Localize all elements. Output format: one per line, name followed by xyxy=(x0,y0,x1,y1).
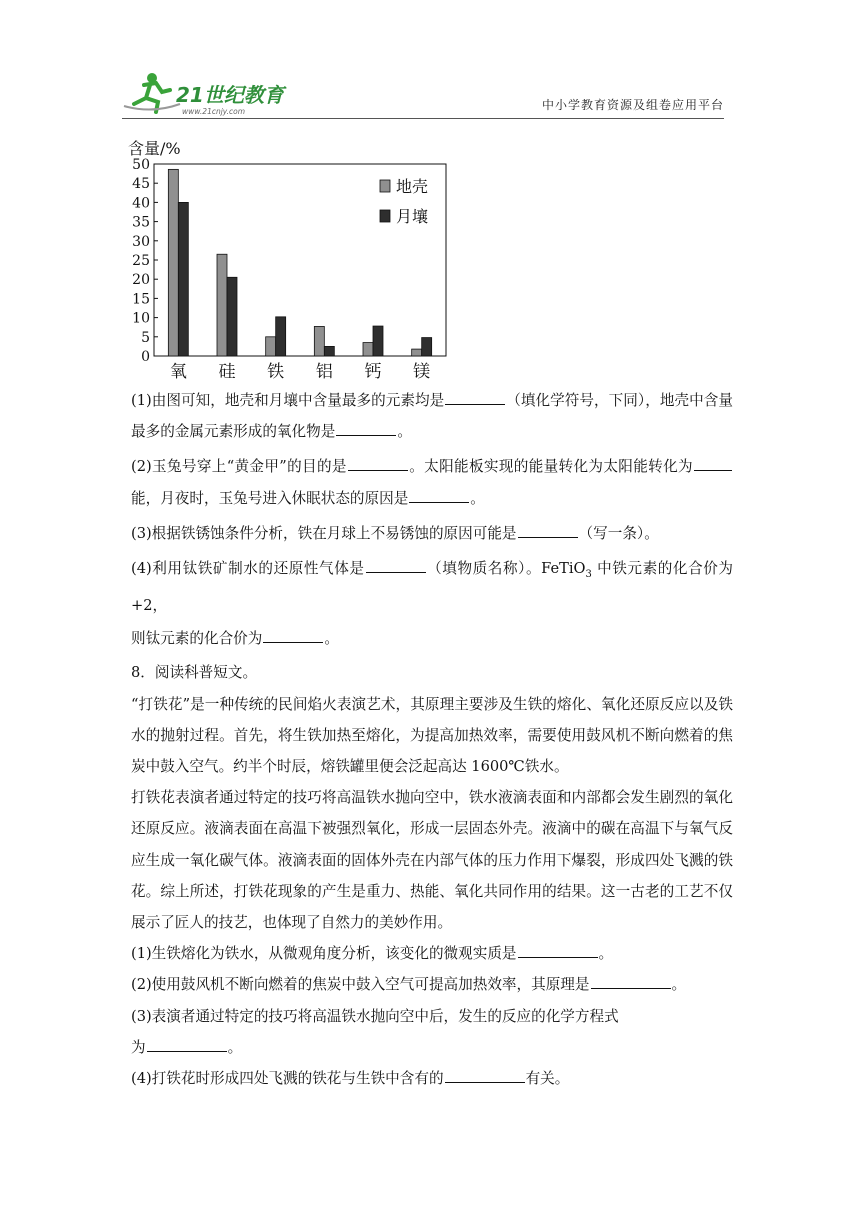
q7-part3: (3)根据铁锈蚀条件分析，铁在月球上不易锈蚀的原因可能是 （写一条）。 xyxy=(131,518,733,549)
answer-blank[interactable] xyxy=(366,557,426,573)
q8-sub1: (1)生铁熔化为铁水，从微观角度分析，该变化的微观实质是 。 xyxy=(131,938,733,969)
answer-blank[interactable] xyxy=(445,1067,525,1083)
answer-blank[interactable] xyxy=(348,455,408,471)
y-tick-label: 10 xyxy=(132,310,150,327)
y-tick-label: 40 xyxy=(132,195,150,212)
answer-blank[interactable] xyxy=(263,627,323,643)
bar-月壤 xyxy=(276,317,286,356)
page-header xyxy=(122,68,724,119)
y-tick-label: 25 xyxy=(132,253,150,269)
answer-blank[interactable] xyxy=(694,455,732,471)
site-title: 中小学教育资源及组卷应用平台 xyxy=(541,98,724,112)
y-tick-label: 15 xyxy=(132,291,150,308)
q8-sub4: (4)打铁花时形成四处飞溅的铁花与生铁中含有的 有关。 xyxy=(131,1063,733,1094)
answer-blank[interactable] xyxy=(336,420,396,436)
bar-月壤 xyxy=(324,346,334,356)
y-tick-label: 30 xyxy=(132,233,150,250)
y-axis-label: 含量/% xyxy=(128,139,181,158)
answer-blank[interactable] xyxy=(147,1035,227,1051)
bar-地壳 xyxy=(412,349,422,356)
answer-blank[interactable] xyxy=(445,389,505,405)
bar-chart xyxy=(122,132,462,384)
x-tick-label: 钙 xyxy=(364,362,382,382)
q8-sub3: (3)表演者通过特定的技巧将高温铁水抛向空中后，发生的反应的化学方程式 xyxy=(131,1007,619,1025)
answer-blank[interactable] xyxy=(518,521,578,537)
y-tick-label: 35 xyxy=(132,214,150,231)
bar-地壳 xyxy=(266,337,276,356)
bar-月壤 xyxy=(373,326,383,356)
x-tick-label: 铁 xyxy=(267,362,285,382)
y-tick-label: 5 xyxy=(141,329,150,346)
legend-swatch xyxy=(380,210,390,222)
bar-地壳 xyxy=(363,343,373,356)
legend-swatch xyxy=(380,180,390,192)
x-tick-label: 铝 xyxy=(315,362,333,382)
legend-label: 地壳 xyxy=(396,177,429,196)
x-tick-label: 硅 xyxy=(218,362,236,382)
q8-sub3-cont: 为 。 xyxy=(131,1032,733,1063)
y-tick-label: 0 xyxy=(141,349,150,365)
bar-月壤 xyxy=(227,277,237,356)
bar-地壳 xyxy=(314,326,324,356)
bar-地壳 xyxy=(168,169,178,356)
x-tick-label: 镁 xyxy=(413,362,431,382)
y-tick-label: 45 xyxy=(132,176,150,193)
runner-icon xyxy=(124,73,180,112)
q8-paragraph-1: “打铁花”是一种传统的民间焰火表演艺术，其原理主要涉及生铁的熔化、氧化还原反应以及铁水的抛射过程。首先，将生铁加热至熔化，为提高加热效率，需要使用鼓风机不断向燃着的焦炭中鼓入空气。约半个时辰，熔铁罐里便会泛起高达 1600℃铁水。 xyxy=(131,695,733,775)
content xyxy=(131,385,733,1094)
answer-blank[interactable] xyxy=(409,486,469,502)
answer-blank[interactable] xyxy=(591,973,671,989)
q8-title: 8．阅读科普短文。 xyxy=(131,664,258,682)
q8-sub2: (2)使用鼓风机不断向燃着的焦炭中鼓入空气可提高加热效率，其原理是 。 xyxy=(131,969,733,1000)
q7-part4: (4)利用钛铁矿制水的还原性气体是 （填物质名称）。FeTiO$_3$ 中铁元素的化合价为+2， xyxy=(131,553,733,621)
q8-paragraph-2: 打铁花表演者通过特定的技巧将高温铁水抛向空中，铁水液滴表面和内部都会发生剧烈的氧化还原反应。液滴表面在高温下被强烈氧化，形成一层固态外壳。液滴中的碳在高温下与氧气反应生成一氧化碳气体。液滴表面的固体外壳在内部气体的压力作用下爆裂，形成四处飞溅的铁花。综上所述，打铁花现象的产生是重力、热能、氧化共同作用的结果。这一古老的工艺不仅展示了匠人的技艺，也体现了自然力的美妙作用。 xyxy=(131,789,733,931)
logo-text: 21世纪教育 xyxy=(176,83,284,107)
legend-label: 月壤 xyxy=(396,207,429,226)
logo xyxy=(122,68,292,118)
bar-月壤 xyxy=(178,202,188,356)
y-tick-label: 50 xyxy=(132,157,150,173)
q7-part2: (2)玉兔号穿上“黄金甲”的目的是 。太阳能板实现的能量转化为太阳能转化为能，月夜时，玉兔号进入休眠状态的原因是 。 xyxy=(131,451,733,513)
x-tick-label: 氧 xyxy=(169,362,187,382)
q7-part4-cont: 则钛元素的化合价为 。 xyxy=(131,621,733,657)
q7-part1: (1)由图可知，地壳和月壤中含量最多的元素均是 （填化学符号，下同），地壳中含量最多的金属元素形成的氧化物是 。 xyxy=(131,385,733,447)
bar-月壤 xyxy=(422,338,432,356)
logo-url: www.21cnjy.com xyxy=(182,107,246,116)
y-tick-label: 20 xyxy=(132,272,150,289)
answer-blank[interactable] xyxy=(518,942,598,958)
bar-地壳 xyxy=(217,254,227,356)
